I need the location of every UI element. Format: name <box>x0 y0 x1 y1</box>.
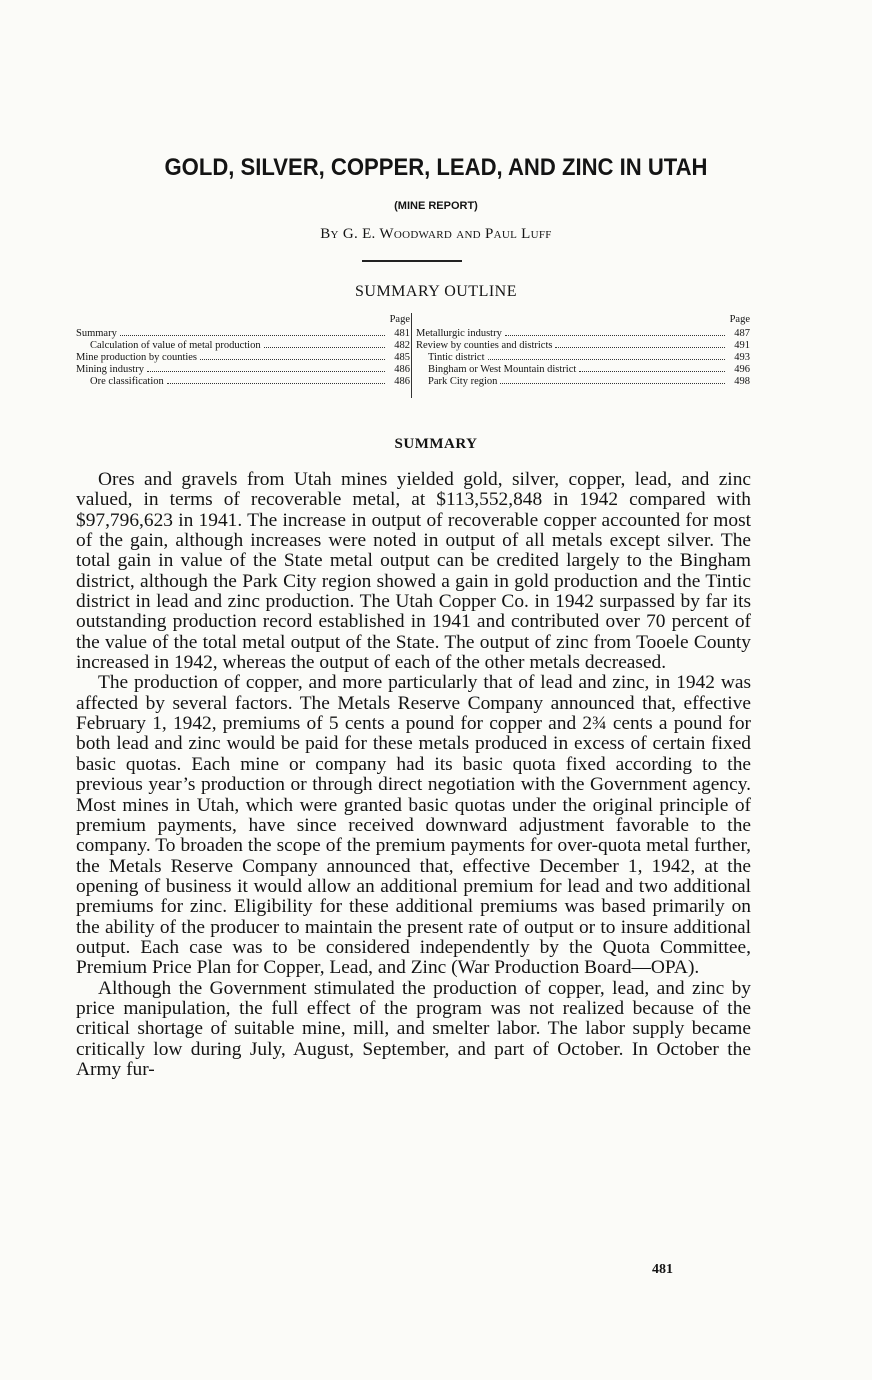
leader-dots <box>555 346 725 348</box>
leader-dots <box>147 370 385 372</box>
outline-entry-page: 485 <box>394 352 410 363</box>
outline-entry <box>76 352 410 364</box>
section-title: SUMMARY <box>394 436 478 452</box>
outline-entry <box>76 364 410 376</box>
paragraph: Although the Government stimulated the production of copper, lead, and zinc by price manipulation, the full effect of the program was not realized because of the critical shortage of suitable mine, mill, and smelter labor. The labor supply became critically low during July, August, September, and part of October. In October the Army fur- <box>76 977 751 1080</box>
outline-entry <box>76 328 410 340</box>
body-text <box>76 470 751 1080</box>
outline-entry <box>76 376 410 388</box>
outline-entry-label: Metallurgic industry <box>416 328 502 339</box>
outline-entry-page: 481 <box>394 328 410 339</box>
outline-entry <box>416 352 750 364</box>
page-title: GOLD, SILVER, COPPER, LEAD, AND ZINC IN UTAH <box>164 154 708 181</box>
outline-entry-label: Mining industry <box>76 364 144 375</box>
outline-entry-page: 493 <box>734 352 750 363</box>
leader-dots <box>264 346 385 348</box>
outline-entry-page: 486 <box>394 364 410 375</box>
leader-dots <box>200 358 385 360</box>
leader-dots <box>120 334 385 336</box>
outline-entry-page: 482 <box>394 340 410 351</box>
outline-entry-page: 487 <box>734 328 750 339</box>
outline-entry-label: Mine production by counties <box>76 352 198 363</box>
outline-entry <box>76 340 410 352</box>
outline-entry <box>416 328 750 340</box>
leader-dots <box>500 382 725 384</box>
outline-entry-label: Ore classification <box>90 376 164 387</box>
outline-divider <box>411 313 412 398</box>
outline-entry-label: Review by counties and districts <box>416 340 553 351</box>
paragraph: Ores and gravels from Utah mines yielded gold, silver, copper, lead, and zinc valued, in terms of recoverable metal, at $113,552,848 in 1942 compared with $97,796,623 in 1941. The increase in output of recoverable copper accounted for most of the gain, although increases were noted in output of all metals except silver. The total gain in value of the State metal output can be credited largely to the Bingham district, although the Park City region showed a gain in gold production and the Tintic district in lead and zinc production. The Utah Copper Co. in 1942 surpassed by far its outstanding production record established in 1941 and contributed over 70 percent of the value of the total metal output of the State. The output of zinc from Tooele County increased in 1942, whereas the output of each of the other metals decreased. <box>76 469 751 674</box>
page-column-label: Page <box>729 314 750 325</box>
outline-entry-label: Bingham or West Mountain district <box>428 364 577 375</box>
report-subtitle: (MINE REPORT) <box>394 200 478 212</box>
outline-entry-label: Tintic district <box>428 352 485 363</box>
title-rule <box>362 260 462 262</box>
leader-dots <box>167 382 385 384</box>
outline-entry-page: 498 <box>734 376 750 387</box>
outline-entry-page: 496 <box>734 364 750 375</box>
outline-entry-label: Park City region <box>428 376 498 387</box>
byline: By G. E. Woodward and Paul Luff <box>320 226 552 242</box>
outline-entry-label: Summary <box>76 328 117 339</box>
leader-dots <box>505 334 725 336</box>
leader-dots <box>579 370 725 372</box>
outline-entry-page: 491 <box>734 340 750 351</box>
outline-entry-label: Calculation of value of metal production <box>90 340 261 351</box>
outline-entry <box>416 340 750 352</box>
leader-dots <box>488 358 726 360</box>
page-column-label: Page <box>389 314 410 325</box>
page-number: 481 <box>652 1262 673 1277</box>
outline-heading: SUMMARY OUTLINE <box>354 283 518 300</box>
outline-left-column <box>76 314 410 388</box>
outline-right-column <box>416 314 750 388</box>
paragraph: The production of copper, and more particularly that of lead and zinc, in 1942 was affected by several factors. The Metals Reserve Company announced that, effective February 1, 1942, premiums of 5 cents a pound for copper and 2¾ cents a pound for both lead and zinc would be paid for these metals produced in excess of certain fixed basic quotas. Each mine or company had its basic quota fixed according to the previous year’s production or through direct negotiation with the Government agency. Most mines in Utah, which were granted basic quotas under the original principle of premium payments, have since received downward adjustment favorable to the company. To broaden the scope of the premium payments for over-quota metal further, the Metals Reserve Company announced that, effective December 1, 1942, at the opening of business it would allow an additional premium for lead and two additional premiums for zinc. Eligibility for these additional premiums was based primarily on the ability of the producer to maintain the present rate of output or to insure additional output. Each case was to be considered independently by the Quota Committee, Premium Price Plan for Copper, Lead, and Zinc (War Production Board—OPA). <box>76 672 751 979</box>
outline-entry <box>416 376 750 388</box>
outline-entry <box>416 364 750 376</box>
outline-entry-page: 486 <box>394 376 410 387</box>
